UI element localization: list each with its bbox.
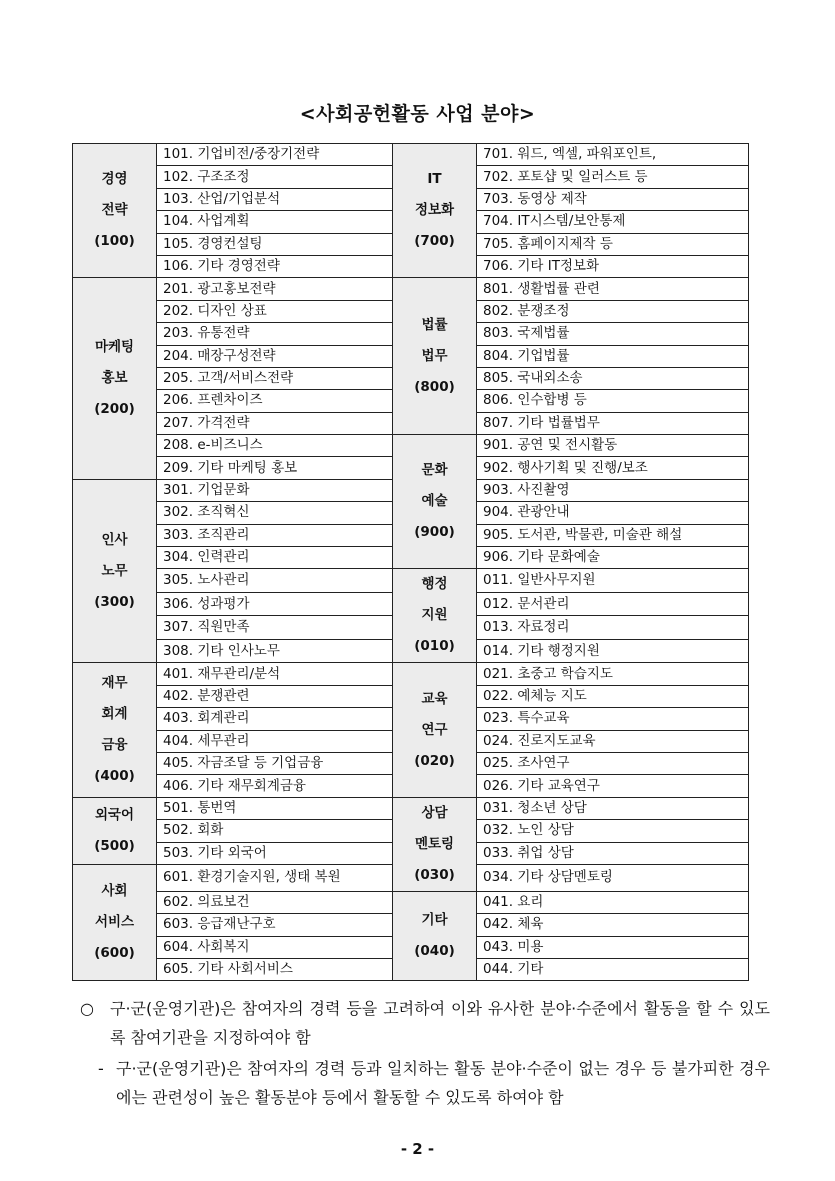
left-item: 209. 기타 마케팅 홍보: [157, 457, 393, 479]
left-item: 104. 사업계획: [157, 211, 393, 233]
left-item: 306. 성과평가: [157, 592, 393, 616]
right-item: 803. 국제법률: [477, 323, 749, 345]
right-item: 804. 기업법률: [477, 345, 749, 367]
right-item: 702. 포토샵 및 일러스트 등: [477, 166, 749, 188]
left-item: 605. 기타 사회서비스: [157, 958, 393, 980]
left-item: 405. 자금조달 등 기업금융: [157, 752, 393, 774]
category-code: (500): [94, 837, 135, 854]
left-item: 403. 회계관리: [157, 708, 393, 730]
left-item: 401. 재무관리/분석: [157, 663, 393, 685]
left-item: 202. 디자인 상표: [157, 300, 393, 322]
right-item: 011. 일반사무지원: [477, 569, 749, 593]
left-item: 103. 산업/기업분석: [157, 188, 393, 210]
right-category-cell: [393, 278, 477, 435]
left-item: 307. 직원만족: [157, 616, 393, 640]
category-code: (100): [94, 233, 135, 250]
left-item: 205. 고객/서비스전략: [157, 367, 393, 389]
right-category-cell: [393, 797, 477, 891]
left-item: 208. e-비즈니스: [157, 435, 393, 457]
right-item: 041. 요리: [477, 891, 749, 913]
category-code: (020): [414, 752, 455, 769]
left-item: 204. 매장구성전략: [157, 345, 393, 367]
circle-bullet-icon: ○: [80, 999, 94, 1018]
category-name: 재무 회계 금융: [101, 675, 128, 754]
left-item: 302. 조직혁신: [157, 502, 393, 524]
table-row: [73, 891, 749, 913]
left-item: 406. 기타 재무회계금융: [157, 775, 393, 797]
right-item: 023. 특수교육: [477, 708, 749, 730]
right-item: 901. 공연 및 전시활동: [477, 435, 749, 457]
left-category-cell: [73, 144, 157, 278]
category-code: (040): [414, 943, 455, 960]
category-code: (800): [414, 378, 455, 395]
right-category-cell: [393, 144, 477, 278]
category-name: IT 정보화: [414, 171, 455, 219]
table-row: [73, 797, 749, 819]
right-item: 703. 동영상 제작: [477, 188, 749, 210]
right-item: 704. IT시스템/보안통제: [477, 211, 749, 233]
right-item: 031. 청소년 상담: [477, 797, 749, 819]
category-code: (700): [414, 233, 455, 250]
left-item: 501. 통번역: [157, 797, 393, 819]
left-item: 201. 광고홍보전략: [157, 278, 393, 300]
table-row: [73, 663, 749, 685]
right-item: 807. 기타 법률법무: [477, 412, 749, 434]
category-name: 외국어: [94, 806, 135, 823]
right-item: 033. 취업 상담: [477, 842, 749, 864]
left-item: 203. 유통전략: [157, 323, 393, 345]
right-item: 904. 관광안내: [477, 502, 749, 524]
right-item: 043. 미용: [477, 936, 749, 958]
left-category-cell: [73, 864, 157, 980]
left-item: 308. 기타 인사노무: [157, 639, 393, 663]
category-name: 행정 지원: [421, 576, 448, 624]
category-name: 기타: [421, 912, 448, 929]
right-item: 012. 문서관리: [477, 592, 749, 616]
category-name: 문화 예술: [421, 462, 448, 510]
right-item: 021. 초중고 학습지도: [477, 663, 749, 685]
left-item: 305. 노사관리: [157, 569, 393, 593]
category-name: 마케팅 홍보: [94, 339, 135, 387]
business-area-table: [72, 143, 749, 981]
left-item: 303. 조직관리: [157, 524, 393, 546]
left-category-cell: [73, 479, 157, 663]
right-item: 044. 기타: [477, 958, 749, 980]
left-item: 601. 환경기술지원, 생태 복원: [157, 864, 393, 891]
category-code: (900): [414, 524, 455, 541]
right-category-cell: [393, 569, 477, 663]
dash-bullet-icon: -: [98, 1059, 104, 1078]
left-item: 602. 의료보건: [157, 891, 393, 913]
left-item: 101. 기업비전/중장기전략: [157, 144, 393, 166]
left-item: 102. 구조조정: [157, 166, 393, 188]
note-sub: [80, 1054, 770, 1112]
left-item: 503. 기타 외국어: [157, 842, 393, 864]
left-item: 206. 프렌차이즈: [157, 390, 393, 412]
left-item: 207. 가격전략: [157, 412, 393, 434]
right-item: 906. 기타 문화예술: [477, 547, 749, 569]
left-category-cell: [73, 797, 157, 864]
right-item: 034. 기타 상담멘토링: [477, 864, 749, 891]
right-item: 013. 자료정리: [477, 616, 749, 640]
right-item: 024. 진로지도교육: [477, 730, 749, 752]
category-name: 인사 노무: [101, 531, 128, 579]
category-code: (010): [414, 638, 455, 655]
category-code: (600): [94, 945, 135, 962]
category-name: 경영 전략: [101, 171, 128, 219]
category-code: (030): [414, 866, 455, 883]
left-item: 304. 인력관리: [157, 547, 393, 569]
category-code: (300): [94, 593, 135, 610]
right-item: 902. 행사기획 및 진행/보조: [477, 457, 749, 479]
left-category-cell: [73, 278, 157, 480]
notes: [80, 994, 770, 1112]
right-item: 026. 기타 교육연구: [477, 775, 749, 797]
left-item: 402. 분쟁관련: [157, 685, 393, 707]
note-main-text: 구·군(운영기관)은 참여자의 경력 등을 고려하여 이와 유사한 분야·수준에서 활동을 할 수 있도록 참여기관을 지정하여야 함: [110, 999, 770, 1047]
right-category-cell: [393, 663, 477, 797]
table-row: [73, 278, 749, 300]
category-name: 교육 연구: [421, 690, 448, 738]
right-category-cell: [393, 891, 477, 981]
right-item: 806. 인수합병 등: [477, 390, 749, 412]
right-item: 701. 워드, 엑셀, 파워포인트,: [477, 144, 749, 166]
right-item: 905. 도서관, 박물관, 미술관 해설: [477, 524, 749, 546]
right-item: 903. 사진촬영: [477, 479, 749, 501]
left-item: 301. 기업문화: [157, 479, 393, 501]
note-sub-text: 구·군(운영기관)은 참여자의 경력 등과 일치하는 활동 분야·수준이 없는 경우 등 불가피한 경우에는 관련성이 높은 활동분야 등에서 활동할 수 있도록 하여야 함: [116, 1059, 770, 1107]
note-main: [80, 994, 770, 1052]
page-number: - 2 -: [400, 1140, 435, 1158]
right-item: 802. 분쟁조정: [477, 300, 749, 322]
left-item: 604. 사회복지: [157, 936, 393, 958]
category-name: 상담 멘토링: [414, 804, 455, 852]
category-code: (200): [94, 401, 135, 418]
table-row: [73, 569, 749, 593]
left-item: 603. 응급재난구호: [157, 914, 393, 936]
right-item: 706. 기타 IT정보화: [477, 255, 749, 277]
page-title: <사회공헌활동 사업 분야>: [299, 103, 536, 125]
left-category-cell: [73, 663, 157, 797]
left-item: 105. 경영컨설팅: [157, 233, 393, 255]
right-item: 014. 기타 행정지원: [477, 639, 749, 663]
category-name: 법률 법무: [421, 316, 448, 364]
table-row: [73, 435, 749, 457]
right-category-cell: [393, 435, 477, 569]
category-name: 사회 서비스: [94, 883, 135, 931]
category-code: (400): [94, 768, 135, 785]
right-item: 022. 예체능 지도: [477, 685, 749, 707]
right-item: 805. 국내외소송: [477, 367, 749, 389]
right-item: 042. 체육: [477, 914, 749, 936]
right-item: 705. 홈페이지제작 등: [477, 233, 749, 255]
left-item: 106. 기타 경영전략: [157, 255, 393, 277]
right-item: 025. 조사연구: [477, 752, 749, 774]
right-item: 801. 생활법률 관련: [477, 278, 749, 300]
right-item: 032. 노인 상담: [477, 820, 749, 842]
left-item: 502. 회화: [157, 820, 393, 842]
left-item: 404. 세무관리: [157, 730, 393, 752]
table-row: [73, 144, 749, 166]
